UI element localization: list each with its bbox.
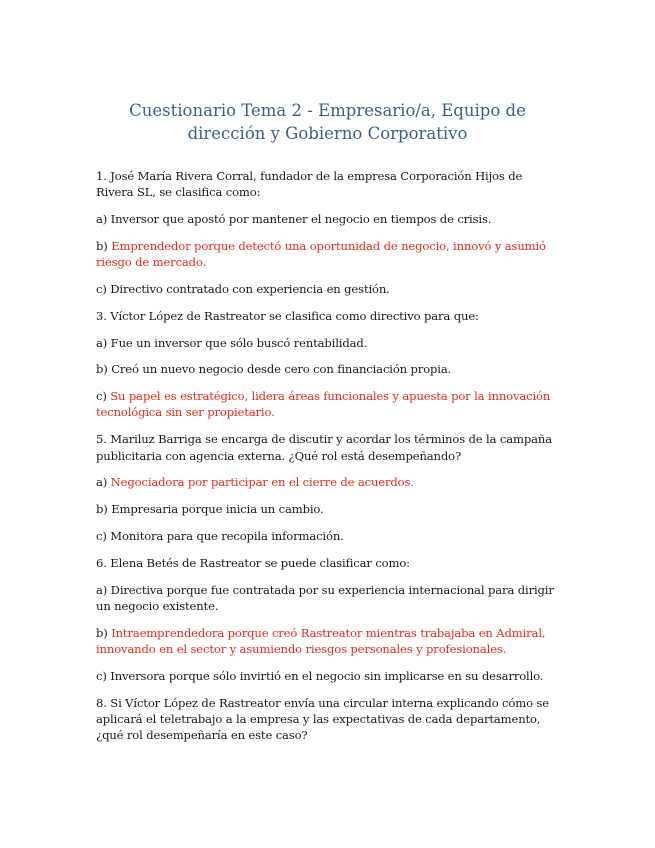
answer-text: Inversor que apostó por mantener el negocio en tiempos de crisis. — [110, 212, 492, 227]
answer-text: Directiva porque fue contratada por su experiencia internacional para dirigir un negocio existente. — [96, 582, 554, 613]
answer-text: Inversora porque sólo invirtió en el negocio sin implicarse en su desarrollo. — [110, 668, 544, 683]
question-text: 5. Mariluz Barriga se encarga de discutir y acordar los términos de la campaña publicitaria con agencia externa. ¿Qué rol está desempeñando? — [96, 432, 552, 463]
answer-text: Monitora para que recopila información. — [110, 528, 344, 543]
answer-option — [96, 361, 556, 377]
answer-option — [96, 211, 556, 227]
answer-text: Intraemprendedora porque creó Rastreator mientras trabajaba en Admiral, innovando en el sector y asumiendo riesgos personales y profesionales. — [96, 625, 546, 656]
answer-prefix: c) — [96, 528, 111, 543]
answer-text: Su papel es estratégico, lidera áreas funcionales y apuesta por la innovación tecnológica sin ser propietario. — [96, 389, 551, 420]
answer-prefix: a) — [96, 212, 111, 227]
answer-prefix: b) — [96, 625, 112, 640]
answer-prefix: c) — [96, 281, 111, 296]
answer-option — [96, 668, 556, 684]
answer-text: Emprendedor porque detectó una oportunidad de negocio, innovó y asumió riesgo de mercado. — [96, 238, 546, 270]
answer-text: Negociadora por participar en el cierre de acuerdos. — [110, 475, 414, 490]
answer-option-correct — [96, 474, 556, 490]
answer-option — [96, 528, 556, 544]
question-text: 6. Elena Betés de Rastreator se puede clasificar como: — [96, 555, 410, 570]
answer-text: Empresaria porque inicia un cambio. — [111, 502, 324, 517]
questionnaire-body — [96, 168, 556, 754]
answer-text: Creó un nuevo negocio desde cero con financiación propia. — [111, 362, 452, 377]
answer-prefix: c) — [96, 668, 111, 683]
answer-text: Directivo contratado con experiencia en gestión. — [110, 281, 390, 296]
question-text: 8. Si Víctor López de Rastreator envía una circular interna explicando cómo se aplicará el teletrabajo a la empresa y las expectativas de cada departamento, ¿qué rol desempeñaría en este caso? — [96, 695, 549, 743]
document-title: Cuestionario Tema 2 - Empresario/a, Equipo de dirección y Gobierno Corporativo — [129, 101, 526, 143]
answer-prefix: b) — [96, 238, 112, 253]
question-text: 3. Víctor López de Rastreator se clasifica como directivo para que: — [96, 308, 479, 323]
answer-option — [96, 335, 556, 351]
answer-option — [96, 582, 556, 615]
answer-option-correct — [96, 625, 556, 658]
answer-prefix: a) — [96, 335, 111, 350]
answer-option-correct — [96, 238, 556, 271]
answer-option — [96, 281, 556, 297]
answer-prefix: a) — [96, 582, 111, 597]
answer-prefix: b) — [96, 362, 112, 377]
answer-prefix: c) — [96, 389, 111, 404]
answer-option-correct — [96, 388, 556, 421]
answer-option — [96, 501, 556, 517]
answer-prefix: b) — [96, 502, 112, 517]
answer-prefix: a) — [96, 475, 111, 490]
question-text: 1. José María Rivera Corral, fundador de la empresa Corporación Hijos de Rivera SL, se clasifica como: — [96, 169, 523, 200]
answer-text: Fue un inversor que sólo buscó rentabilidad. — [110, 335, 368, 350]
